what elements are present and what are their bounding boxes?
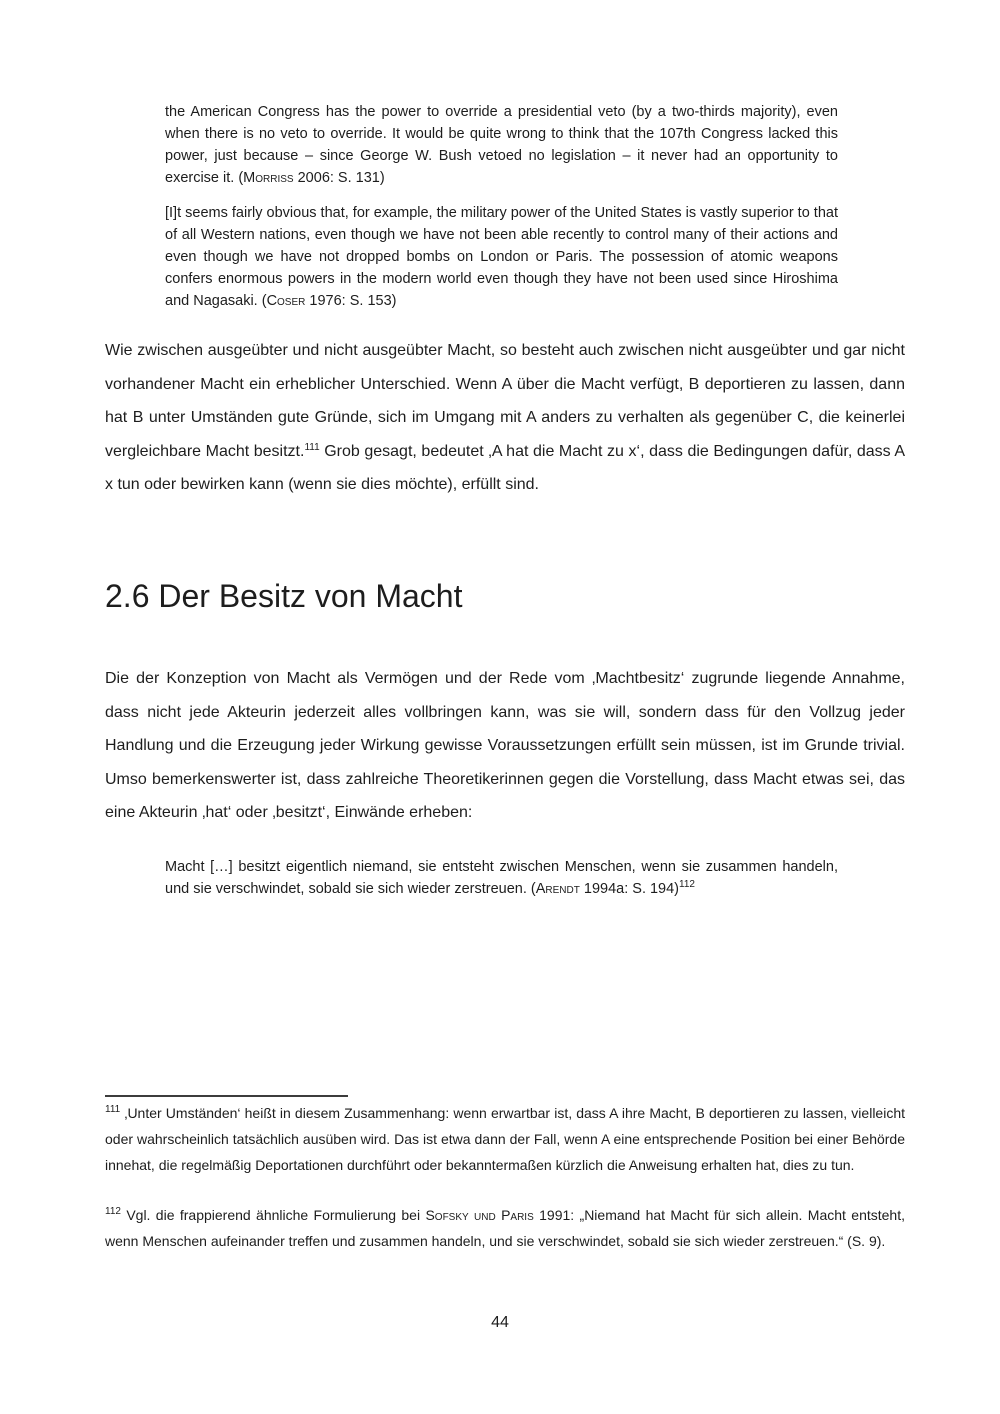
citation-tail: 1976: S. 153) [305, 293, 397, 309]
paragraph-machtbesitz-intro: Die der Konzeption von Macht als Vermögen und der Rede vom ‚Machtbesitz‘ zugrunde liegende Annahme, dass nicht jede Akteurin jederzeit alles vollbringen kann, was sie will, sondern dass für den Vollzug jeder Handlung und die Erzeugung jeder Wirkung gewisse Voraussetzungen erfüllt sein müssen, ist im Grunde trivial. Umso bemerkenswerter ist, dass zahlreiche Theoretikerinnen gegen die Vorstellung, dass Macht etwas sei, das eine Akteurin ‚hat‘ oder ‚besitzt‘, Einwände erheben: [105, 670, 905, 821]
quote-text: Macht […] besitzt eigentlich niemand, sie entsteht zwischen Menschen, wenn sie zusammen handeln, und sie verschwindet, sobald sie sich wieder zerstreuen. ( [165, 859, 838, 897]
citation-author-smallcaps: Morriss [243, 170, 294, 186]
blockquote-arendt [165, 856, 838, 900]
paragraph-macht-unterschied [105, 334, 905, 502]
quote-text: [I]t seems fairly obvious that, for example, the military power of the United States is vastly superior to that of all Western nations, even though we have not been able recently to control many of their actions and even though we have not dropped bombs on London or Paris. The possession of atomic weapons confers enormous powers in the modern world even though they have not been used since Hiroshima and Nagasaki. ( [165, 205, 838, 309]
footnote-authors-smallcaps: Sofsky und Paris [425, 1207, 534, 1223]
footnote-text: 1991: „Niemand hat Macht für sich allein. Macht entsteht, wenn Menschen aufeinander treffen und zusammen handeln, und sie verschwindet, sobald sie sich wieder zerstreuen.“ (S. 9). [105, 1207, 905, 1249]
citation-tail: 1994a: S. 194) [579, 881, 680, 897]
blockquote-morriss [165, 101, 838, 189]
citation-author-smallcaps: Arendt [535, 881, 580, 897]
footnote-text: ‚Unter Umständen‘ heißt in diesem Zusammenhang: wenn erwartbar ist, dass A ihre Macht, B deportieren zu lassen, vielleicht oder wahrscheinlich tatsächlich ausüben wird. Das ist etwa dann der Fall, wenn A eine entsprechende Position bei einer Behörde innehat, die regelmäßig Deportationen durchführt oder bekanntermaßen kürzlich die Anweisung erhalten hat, dies zu tun. [105, 1105, 905, 1173]
citation-author-smallcaps: Coser [266, 293, 306, 309]
footnote-marker: 112 [105, 1206, 121, 1217]
footnote-ref-111: 111 [304, 441, 320, 453]
footnote-marker: 111 [105, 1104, 121, 1115]
footnote-text: Vgl. die frappierend ähnliche Formulierung bei [120, 1207, 426, 1223]
blockquote-coser [165, 202, 838, 312]
footnote-separator [105, 1095, 348, 1097]
footnote-112 [105, 1202, 905, 1254]
paragraph-text: Grob gesagt, bedeutet ‚A hat die Macht zu x‘, dass die Bedingungen dafür, dass A x tun oder bewirken kann (wenn sie dies möchte), erfüllt sind. [105, 442, 906, 493]
section-heading: 2.6 Der Besitz von Macht [105, 578, 463, 614]
paragraph-text: Wie zwischen ausgeübter und nicht ausgeübter Macht, so besteht auch zwischen nicht ausgeübter und gar nicht vorhandener Macht ein erheblicher Unterschied. Wenn A über die Macht verfügt, B deportieren zu lassen, dann hat B unter Umständen gute Gründe, sich im Umgang mit A anders zu verhalten als gegenüber C, die keinerlei vergleichbare Macht besitzt. [105, 342, 905, 460]
citation-tail: 2006: S. 131) [293, 170, 385, 186]
footnote-ref-112: 112 [679, 879, 695, 890]
footnote-111 [105, 1100, 905, 1178]
quote-text: the American Congress has the power to override a presidential veto (by a two-thirds majority), even when there is no veto to override. It would be quite wrong to think that the 107th Congress lacked this power, just because – since George W. Bush vetoed no legislation – it never had an opportunity to exercise it. ( [165, 104, 838, 186]
page-number: 44 [491, 1314, 509, 1331]
